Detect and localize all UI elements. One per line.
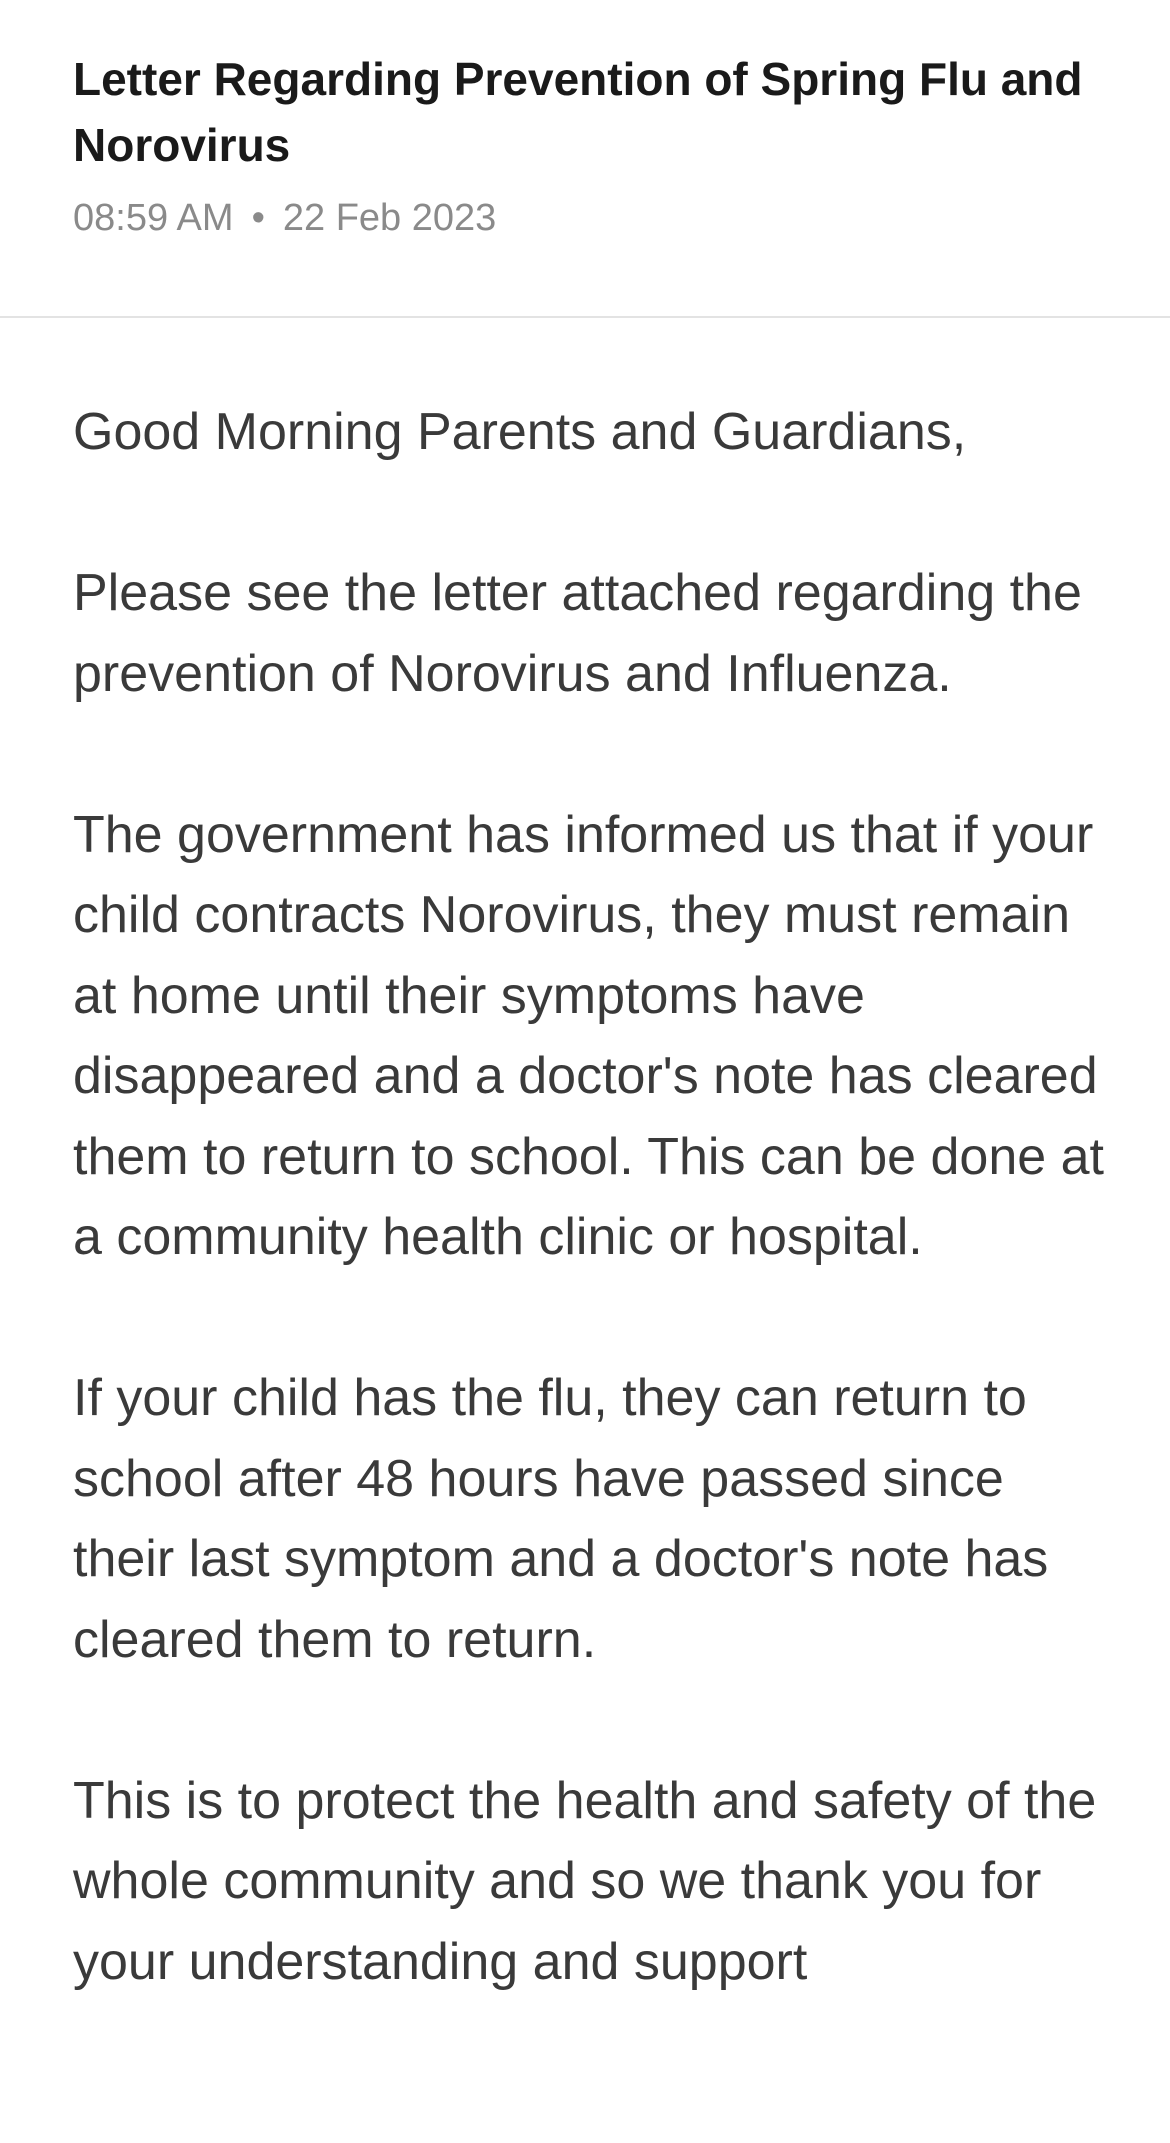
message-greeting: Good Morning Parents and Guardians, [73, 403, 967, 461]
message-paragraph: The government has informed us that if your child contracts Norovirus, they must remain at home until their symptoms have disappeared and a doctor's note has cleared them to return to school. This can be done at a community health clinic or hospital. [73, 805, 1104, 1266]
message-paragraph: This is to protect the health and safety of the whole community and so we thank you for your understanding and support [73, 1771, 1097, 1991]
message-date: 22 Feb 2023 [282, 197, 497, 239]
message-paragraph: Please see the letter attached regarding the prevention of Norovirus and Influenza. [73, 564, 1082, 703]
message-paragraph: If your child has the flu, they can return to school after 48 hours have passed since their last symptom and a doctor's note has cleared them to return. [73, 1369, 1049, 1669]
message-meta [73, 192, 496, 244]
message-title: Letter Regarding Prevention of Spring Flu and Norovirus [73, 53, 1083, 171]
message-body [73, 392, 1113, 2083]
meta-separator: • [251, 197, 265, 239]
message-time: 08:59 AM [73, 197, 234, 239]
message-header [0, 0, 1170, 318]
